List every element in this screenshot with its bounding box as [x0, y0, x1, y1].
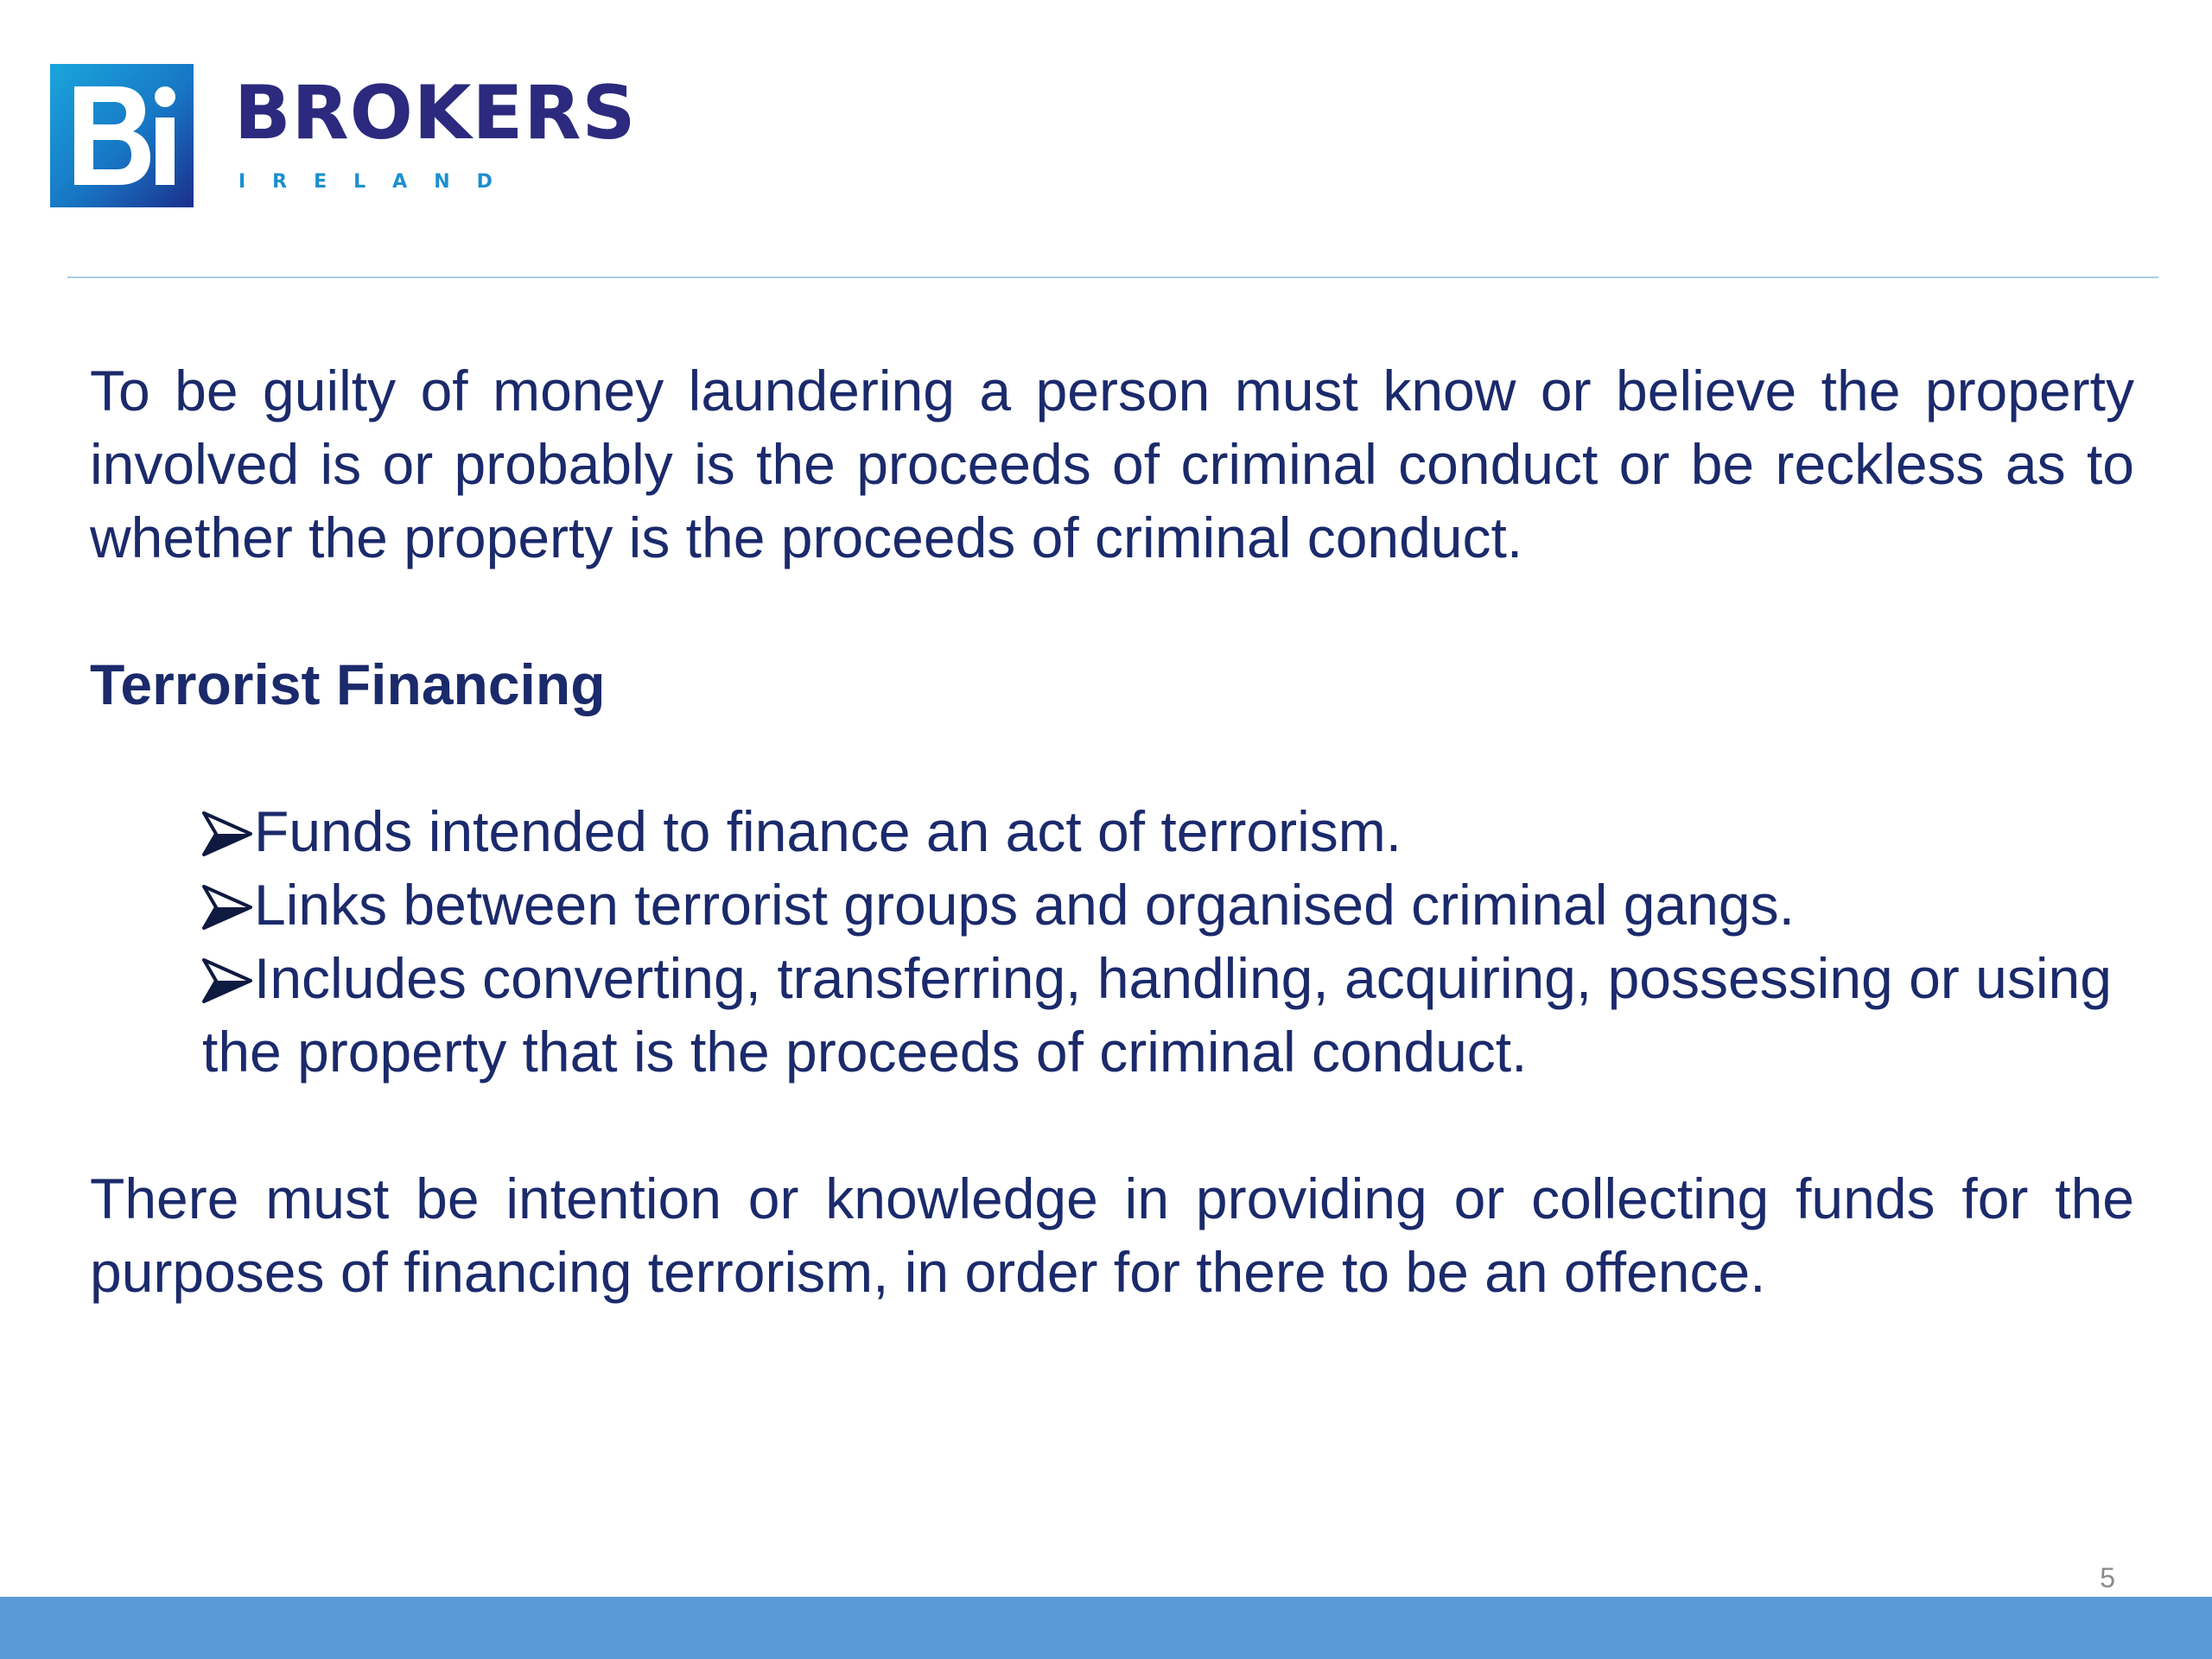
bullet-item — [202, 942, 2134, 1089]
intro-paragraph: To be guilty of money laundering a person must know or believe the property involved is or probably is the proceeds of criminal conduct or be reckless as to whether the property is the proceeds of criminal conduct. — [90, 359, 2134, 569]
slide-body — [90, 354, 2134, 1309]
arrowhead-bullet-icon — [202, 883, 252, 931]
section-heading: Terrorist Financing — [90, 652, 606, 716]
logo-brand-text: BROKERS — [234, 70, 637, 156]
bullet-text: Includes converting, transferring, handling, acquiring, possessing or using the property that is the proceeds of criminal conduct. — [202, 946, 2112, 1084]
brokers-ireland-logo — [50, 64, 638, 211]
bullet-list — [90, 795, 2134, 1089]
bullet-item — [202, 795, 2134, 868]
bullet-text: Links between terrorist groups and organised criminal gangs. — [254, 873, 1795, 937]
bullet-item — [202, 868, 2134, 942]
page-number: 5 — [2100, 1562, 2115, 1593]
logo-mark-icon — [50, 64, 194, 207]
closing-paragraph: There must be intention or knowledge in providing or collecting funds for the purposes of financing terrorism, in order for there to be an offence. — [90, 1166, 2134, 1304]
logo-sub-text: IRELAND — [238, 171, 519, 193]
header-divider — [67, 276, 2158, 278]
arrowhead-bullet-icon — [202, 810, 252, 858]
footer-bar — [0, 1597, 2212, 1659]
arrowhead-bullet-icon — [202, 957, 252, 1005]
bullet-text: Funds intended to finance an act of terrorism. — [254, 799, 1402, 863]
